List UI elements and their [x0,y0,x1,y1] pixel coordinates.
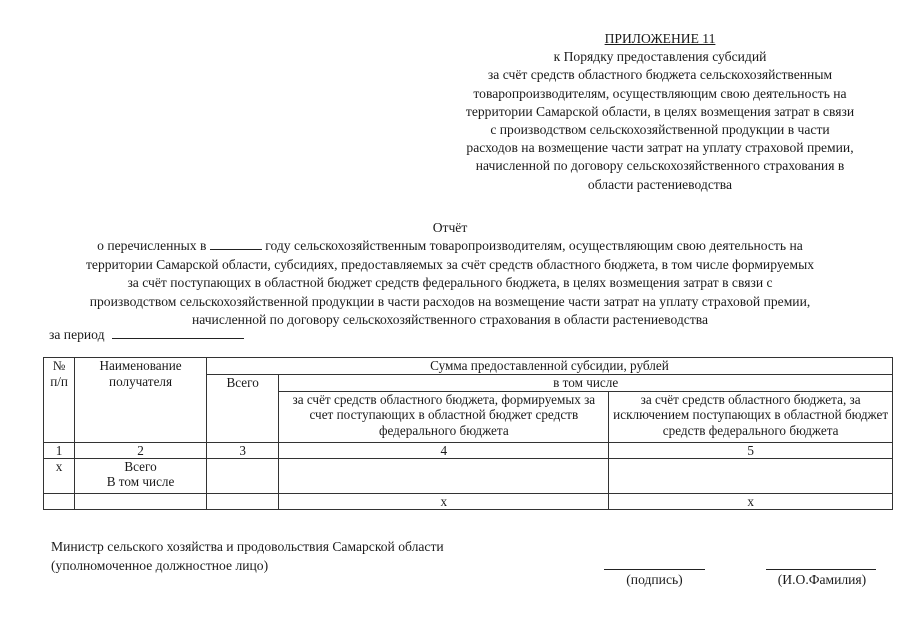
appendix-line: к Порядку предоставления субсидий [553,49,767,65]
header-including: в том числе [279,374,893,391]
period-label: за период [49,327,105,342]
appendix-line: территории Самарской области, в целях возмещения затрат в связи [465,103,855,119]
empty-cell[interactable] [75,493,207,509]
appendix-line: товаропроизводителям, осуществляющим свою деятельность на [473,85,847,101]
header-total: Всего [206,374,278,442]
signature-caption: (подпись) [626,572,683,587]
index-cell: 5 [609,442,893,458]
appendix-header [420,30,900,194]
signatory-position: Министр сельского хозяйства и продовольствия Самарской области [51,539,444,554]
total-name-cell [75,458,207,493]
index-cell: 2 [75,442,207,458]
subsidy-table [43,357,893,510]
report-line: за счёт поступающих в областной бюджет средств федерального бюджета, в целях возмещения затрат в связи с [127,275,773,291]
including-label: В том числе [106,474,175,490]
total-label: Всего [124,458,157,474]
empty-cell[interactable] [206,493,278,509]
report-heading [30,219,870,329]
index-cell: 3 [206,442,278,458]
appendix-line: начисленной по договору сельскохозяйственного страхования в [475,158,845,174]
period-row [49,326,244,344]
table-row [44,493,893,509]
report-line: производством сельскохозяйственной продукции в части расходов на возмещение части затрат на уплату страховой премии, [89,293,811,309]
excluding-sum-cell[interactable] [609,458,893,493]
header-number: № п/п [44,358,75,443]
appendix-line: за счёт средств областного бюджета сельскохозяйственным [487,67,833,83]
header-federal: за счёт средств областного бюджета, формируемых за счет поступающих в областной бюджет средств федерального бюджета [279,391,609,442]
name-line[interactable] [766,569,876,570]
federal-sum-cell[interactable] [279,458,609,493]
empty-cell[interactable] [44,493,75,509]
report-title: Отчёт [432,220,468,235]
report-line: территории Самарской области, субсидиях, предоставляемых за счёт средств областного бюджета, в том числе формируемых [85,256,815,272]
total-sum-cell[interactable] [206,458,278,493]
appendix-line: области растениеводства [587,176,733,192]
appendix-line: с производством сельскохозяйственной продукции в части [490,122,830,138]
excluding-x-cell: x [609,493,893,509]
table-row [44,458,893,493]
period-blank-field[interactable] [112,326,244,339]
report-line [30,237,870,255]
signatory-role: (уполномоченное должностное лицо) [51,557,269,573]
report-line: начисленной по договору сельскохозяйственного страхования в области растениеводства [191,312,709,328]
header-sum: Сумма предоставленной субсидии, рублей [206,358,892,375]
appendix-title: ПРИЛОЖЕНИЕ 11 [604,31,716,46]
federal-x-cell: x [279,493,609,509]
signature-line[interactable] [604,569,705,570]
signature-block [51,538,444,575]
table-index-row [44,442,893,458]
appendix-line: расходов на возмещение части затрат на уплату страховой премии, [466,140,854,156]
index-cell: 1 [44,442,75,458]
header-recipient: Наименование получателя [75,358,207,443]
header-excluding: за счёт средств областного бюджета, за исключением поступающих в областной бюджет средств федерального бюджета [609,391,893,442]
table-header-row [44,358,893,375]
year-blank-field[interactable] [210,237,262,250]
name-caption: (И.О.Фамилия) [777,572,867,587]
report-line-end: году сельскохозяйственным товаропроизводителям, осуществляющим свою деятельность на [265,238,803,254]
report-line-start: о перечисленных в [97,238,207,254]
total-number-cell: x [44,458,75,493]
index-cell: 4 [279,442,609,458]
